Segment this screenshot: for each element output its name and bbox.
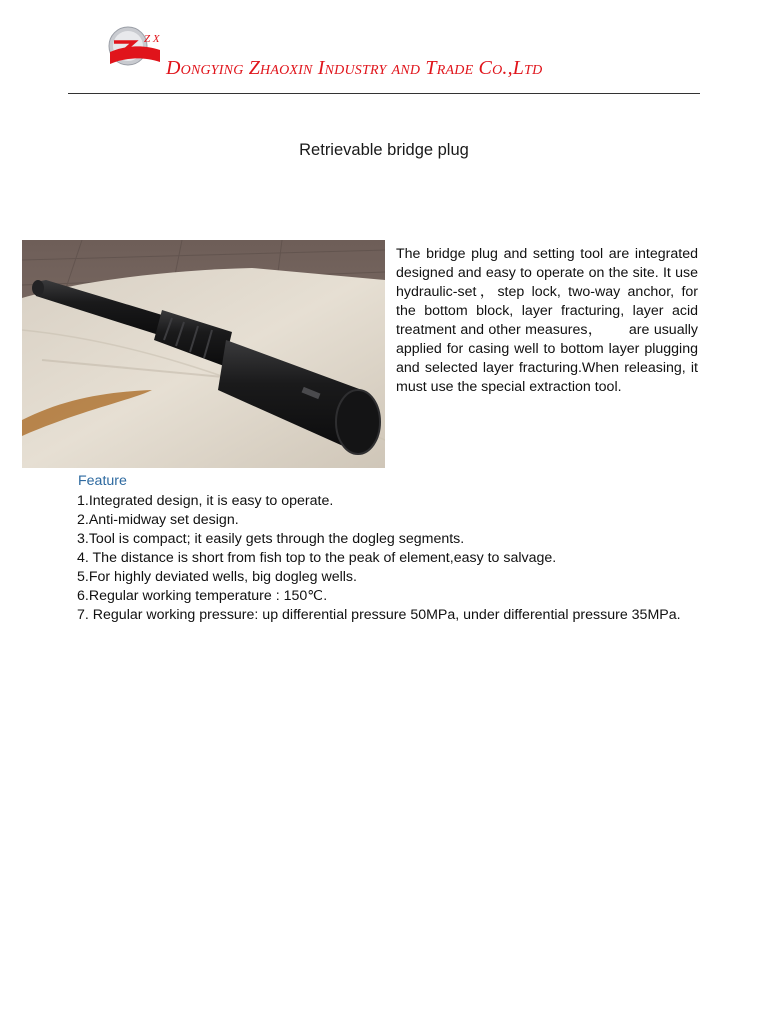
company-name: Dongying Zhaoxin Industry and Trade Co.,Ltd [166, 57, 543, 79]
header-divider [68, 93, 700, 94]
feature-item: 5.For highly deviated wells, big dogleg wells. [77, 569, 357, 585]
logo-letters: Z X [144, 33, 160, 45]
document-title: Retrievable bridge plug [299, 141, 469, 159]
feature-item: 7. Regular working pressure: up differential pressure 50MPa, under differential pressure 35MPa. [77, 607, 681, 623]
feature-heading: Feature [78, 473, 127, 489]
company-logo-icon [104, 22, 162, 74]
feature-item: 3.Tool is compact; it easily gets through the dogleg segments. [77, 531, 465, 547]
product-description: The bridge plug and setting tool are integrated designed and easy to operate on the site. It use hydraulic-set，step lock, two-way anchor, for the bottom block, layer fracturing, layer acid treatment and other measures， are usually applied for casing well to bottom layer plugging and selected layer fracturing.When releasing, it must use the special extraction tool. [396, 246, 698, 395]
feature-item: 6.Regular working temperature : 150℃. [77, 588, 328, 604]
feature-item: 4. The distance is short from fish top to the peak of element,easy to salvage. [77, 550, 557, 566]
feature-list [77, 492, 698, 625]
product-photo [22, 240, 385, 468]
feature-item: 2.Anti-midway set design. [77, 512, 239, 528]
feature-item: 1.Integrated design, it is easy to operate. [77, 493, 334, 509]
